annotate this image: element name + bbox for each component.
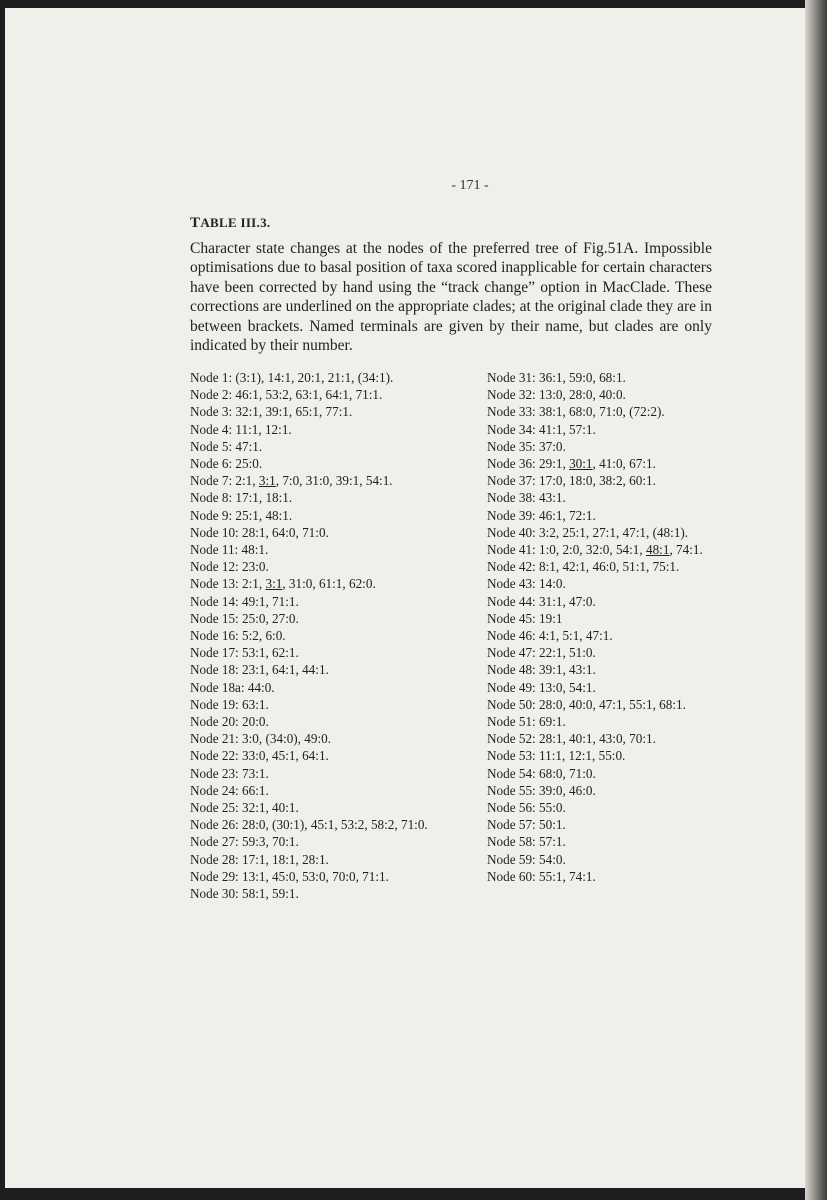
- node-entry: [190, 799, 428, 816]
- table-label-initial: T: [190, 215, 201, 231]
- node-list-right: [487, 369, 703, 885]
- node-entry: [190, 713, 428, 730]
- node-entry: [190, 868, 428, 885]
- table-label-rest: ABLE III.3.: [200, 215, 271, 230]
- node-entry: [487, 713, 703, 730]
- node-entry-text: Node 10: 28:1, 64:0, 71:0.: [190, 524, 329, 540]
- node-entry-text: Node 48: 39:1, 43:1.: [487, 662, 596, 678]
- page-edge: [805, 0, 827, 1200]
- node-entry-text: Node 6: 25:0.: [190, 456, 263, 472]
- node-entry-text: Node 45: 19:1: [487, 610, 563, 626]
- node-entry-text: Node 29: 13:1, 45:0, 53:0, 70:0, 71:1.: [190, 868, 389, 884]
- node-entry: [487, 696, 703, 713]
- document-page: [5, 8, 805, 1188]
- node-entry: [190, 661, 428, 678]
- node-entry: [190, 403, 428, 420]
- node-entry-text: Node 35: 37:0.: [487, 438, 566, 454]
- node-entry-text: Node 31: 36:1, 59:0, 68:1.: [487, 370, 626, 385]
- node-entry: [487, 816, 703, 833]
- node-entry-text: Node 26: 28:0, (30:1), 45:1, 53:2, 58:2, 71:0.: [190, 817, 428, 833]
- node-entry-text: Node 24: 66:1.: [190, 782, 269, 798]
- node-entry: [190, 386, 428, 403]
- node-entry: [487, 489, 703, 506]
- node-entry: [487, 868, 703, 885]
- node-entry-text: Node 52: 28:1, 40:1, 43:0, 70:1.: [487, 731, 656, 747]
- node-entry: [190, 369, 428, 386]
- node-entry-text-rest: , 41:0, 67:1.: [592, 456, 656, 472]
- node-entry-text: Node 14: 49:1, 71:1.: [190, 593, 299, 609]
- node-entry: [487, 851, 703, 868]
- node-entry-text: Node 54: 68:0, 71:0.: [487, 765, 596, 781]
- node-entry: [487, 593, 703, 610]
- node-entry: [190, 541, 428, 558]
- node-entry-text: Node 59: 54:0.: [487, 851, 566, 867]
- node-entry: [190, 610, 428, 627]
- node-entry: [487, 833, 703, 850]
- node-entry: [190, 816, 428, 833]
- node-entry: [190, 679, 428, 696]
- node-entry: [190, 575, 428, 592]
- node-entry: [487, 610, 703, 627]
- node-entry: [190, 507, 428, 524]
- node-entry-text: Node 36: 29:1,: [487, 456, 570, 472]
- node-entry-text: Node 16: 5:2, 6:0.: [190, 628, 286, 644]
- node-entry-text: Node 55: 39:0, 46:0.: [487, 782, 596, 798]
- underlined-correction: 48:1: [645, 542, 670, 558]
- node-entry: [487, 455, 703, 472]
- node-entry: [190, 627, 428, 644]
- node-entry-text: Node 43: 14:0.: [487, 576, 566, 592]
- node-entry: [190, 644, 428, 661]
- node-entry: [190, 438, 428, 455]
- node-entry: [487, 472, 703, 489]
- table-label: [190, 215, 270, 232]
- node-list-left: [190, 369, 428, 902]
- node-entry: [190, 747, 428, 764]
- node-entry-text: Node 30: 58:1, 59:1.: [190, 886, 299, 902]
- node-entry: [487, 403, 703, 420]
- node-entry: [190, 851, 428, 868]
- node-entry: [190, 524, 428, 541]
- page-number: - 171 -: [451, 178, 489, 193]
- node-entry-text: Node 53: 11:1, 12:1, 55:0.: [487, 748, 626, 764]
- node-entry-text: Node 23: 73:1.: [190, 765, 269, 781]
- node-entry-text: Node 4: 11:1, 12:1.: [190, 421, 292, 437]
- table-caption: Character state changes at the nodes of the preferred tree of Fig.51A. Impossible optimisations due to basal position of taxa scored inapplicable for certain characters have been corrected by hand using the “track change” option in MacClade. These corrections are underlined on the appropriate clades; at the original clade they are in between brackets. Named terminals are given by their name, but clades are only indicated by their number.: [190, 240, 712, 355]
- node-entry-text: Node 34: 41:1, 57:1.: [487, 421, 596, 437]
- node-entry-text-rest: , 74:1.: [669, 542, 703, 558]
- node-entry-text: Node 9: 25:1, 48:1.: [190, 507, 293, 523]
- node-entry: [190, 558, 428, 575]
- node-entry: [487, 765, 703, 782]
- node-entry-text: Node 44: 31:1, 47:0.: [487, 593, 596, 609]
- node-entry: [190, 489, 428, 506]
- node-entry-text: Node 18a: 44:0.: [190, 679, 275, 695]
- node-entry-text: Node 21: 3:0, (34:0), 49:0.: [190, 731, 332, 747]
- node-entry-text: Node 17: 53:1, 62:1.: [190, 645, 299, 661]
- node-entry: [487, 369, 703, 386]
- node-entry-text: Node 22: 33:0, 45:1, 64:1.: [190, 748, 329, 764]
- node-entry-text: Node 19: 63:1.: [190, 696, 269, 712]
- node-entry-text: Node 7: 2:1,: [190, 473, 259, 489]
- node-entry: [190, 730, 428, 747]
- node-entry-text: Node 33: 38:1, 68:0, 71:0, (72:2).: [487, 404, 665, 420]
- node-entry: [487, 541, 703, 558]
- node-entry-text: Node 8: 17:1, 18:1.: [190, 490, 293, 506]
- underlined-correction: 30:1: [569, 456, 593, 472]
- node-entry: [487, 661, 703, 678]
- node-entry: [487, 799, 703, 816]
- node-entry: [190, 833, 428, 850]
- node-entry-text-rest: , 31:0, 61:1, 62:0.: [282, 576, 376, 592]
- node-entry: [487, 524, 703, 541]
- node-entry-text: Node 50: 28:0, 40:0, 47:1, 55:1, 68:1.: [487, 696, 686, 712]
- node-entry-text: Node 42: 8:1, 42:1, 46:0, 51:1, 75:1.: [487, 559, 680, 575]
- node-entry: [190, 455, 428, 472]
- node-entry: [487, 421, 703, 438]
- node-entry: [487, 644, 703, 661]
- node-entry-text: Node 60: 55:1, 74:1.: [487, 868, 596, 884]
- node-entry-text: Node 15: 25:0, 27:0.: [190, 610, 299, 626]
- node-entry: [190, 885, 428, 902]
- node-entry-text: Node 13: 2:1,: [190, 576, 266, 592]
- node-entry-text: Node 37: 17:0, 18:0, 38:2, 60:1.: [487, 473, 656, 489]
- node-entry: [487, 627, 703, 644]
- node-entry-text: Node 46: 4:1, 5:1, 47:1.: [487, 628, 613, 644]
- node-entry-text: Node 57: 50:1.: [487, 817, 566, 833]
- node-entry-text: Node 18: 23:1, 64:1, 44:1.: [190, 662, 329, 678]
- node-entry-text: Node 51: 69:1.: [487, 714, 566, 730]
- node-entry-text: Node 56: 55:0.: [487, 800, 566, 816]
- node-entry-text: Node 25: 32:1, 40:1.: [190, 800, 299, 816]
- node-entry: [190, 472, 428, 489]
- node-entry-text: Node 27: 59:3, 70:1.: [190, 834, 299, 850]
- node-entry: [487, 438, 703, 455]
- node-entry-text: Node 41: 1:0, 2:0, 32:0, 54:1,: [487, 542, 646, 558]
- node-entry-text: Node 32: 13:0, 28:0, 40:0.: [487, 387, 626, 403]
- underlined-correction: 3:1: [265, 576, 283, 592]
- node-entry-text: Node 20: 20:0.: [190, 714, 269, 730]
- node-entry-text: Node 58: 57:1.: [487, 834, 566, 850]
- node-entry-text: Node 1: (3:1), 14:1, 20:1, 21:1, (34:1).: [190, 370, 394, 385]
- node-entry: [487, 386, 703, 403]
- node-entry-text: Node 40: 3:2, 25:1, 27:1, 47:1, (48:1).: [487, 524, 689, 540]
- node-entry-text: Node 47: 22:1, 51:0.: [487, 645, 596, 661]
- node-entry: [190, 765, 428, 782]
- node-entry-text: Node 12: 23:0.: [190, 559, 269, 575]
- node-entry-text: Node 2: 46:1, 53:2, 63:1, 64:1, 71:1.: [190, 387, 383, 403]
- node-entry: [487, 782, 703, 799]
- node-entry: [487, 507, 703, 524]
- node-entry: [190, 421, 428, 438]
- node-entry-text: Node 5: 47:1.: [190, 438, 263, 454]
- node-entry-text: Node 11: 48:1.: [190, 542, 269, 558]
- node-entry-text: Node 49: 13:0, 54:1.: [487, 679, 596, 695]
- node-entry: [190, 696, 428, 713]
- node-entry: [487, 575, 703, 592]
- node-entry: [190, 782, 428, 799]
- node-entry-text: Node 39: 46:1, 72:1.: [487, 507, 596, 523]
- node-entry-text: Node 28: 17:1, 18:1, 28:1.: [190, 851, 329, 867]
- node-entry-text: Node 38: 43:1.: [487, 490, 566, 506]
- node-entry: [487, 730, 703, 747]
- node-entry-text-rest: , 7:0, 31:0, 39:1, 54:1.: [275, 473, 393, 489]
- node-entry-text: Node 3: 32:1, 39:1, 65:1, 77:1.: [190, 404, 353, 420]
- underlined-correction: 3:1: [258, 473, 276, 489]
- node-entry: [487, 679, 703, 696]
- node-entry: [487, 558, 703, 575]
- node-entry: [190, 593, 428, 610]
- node-entry: [487, 747, 703, 764]
